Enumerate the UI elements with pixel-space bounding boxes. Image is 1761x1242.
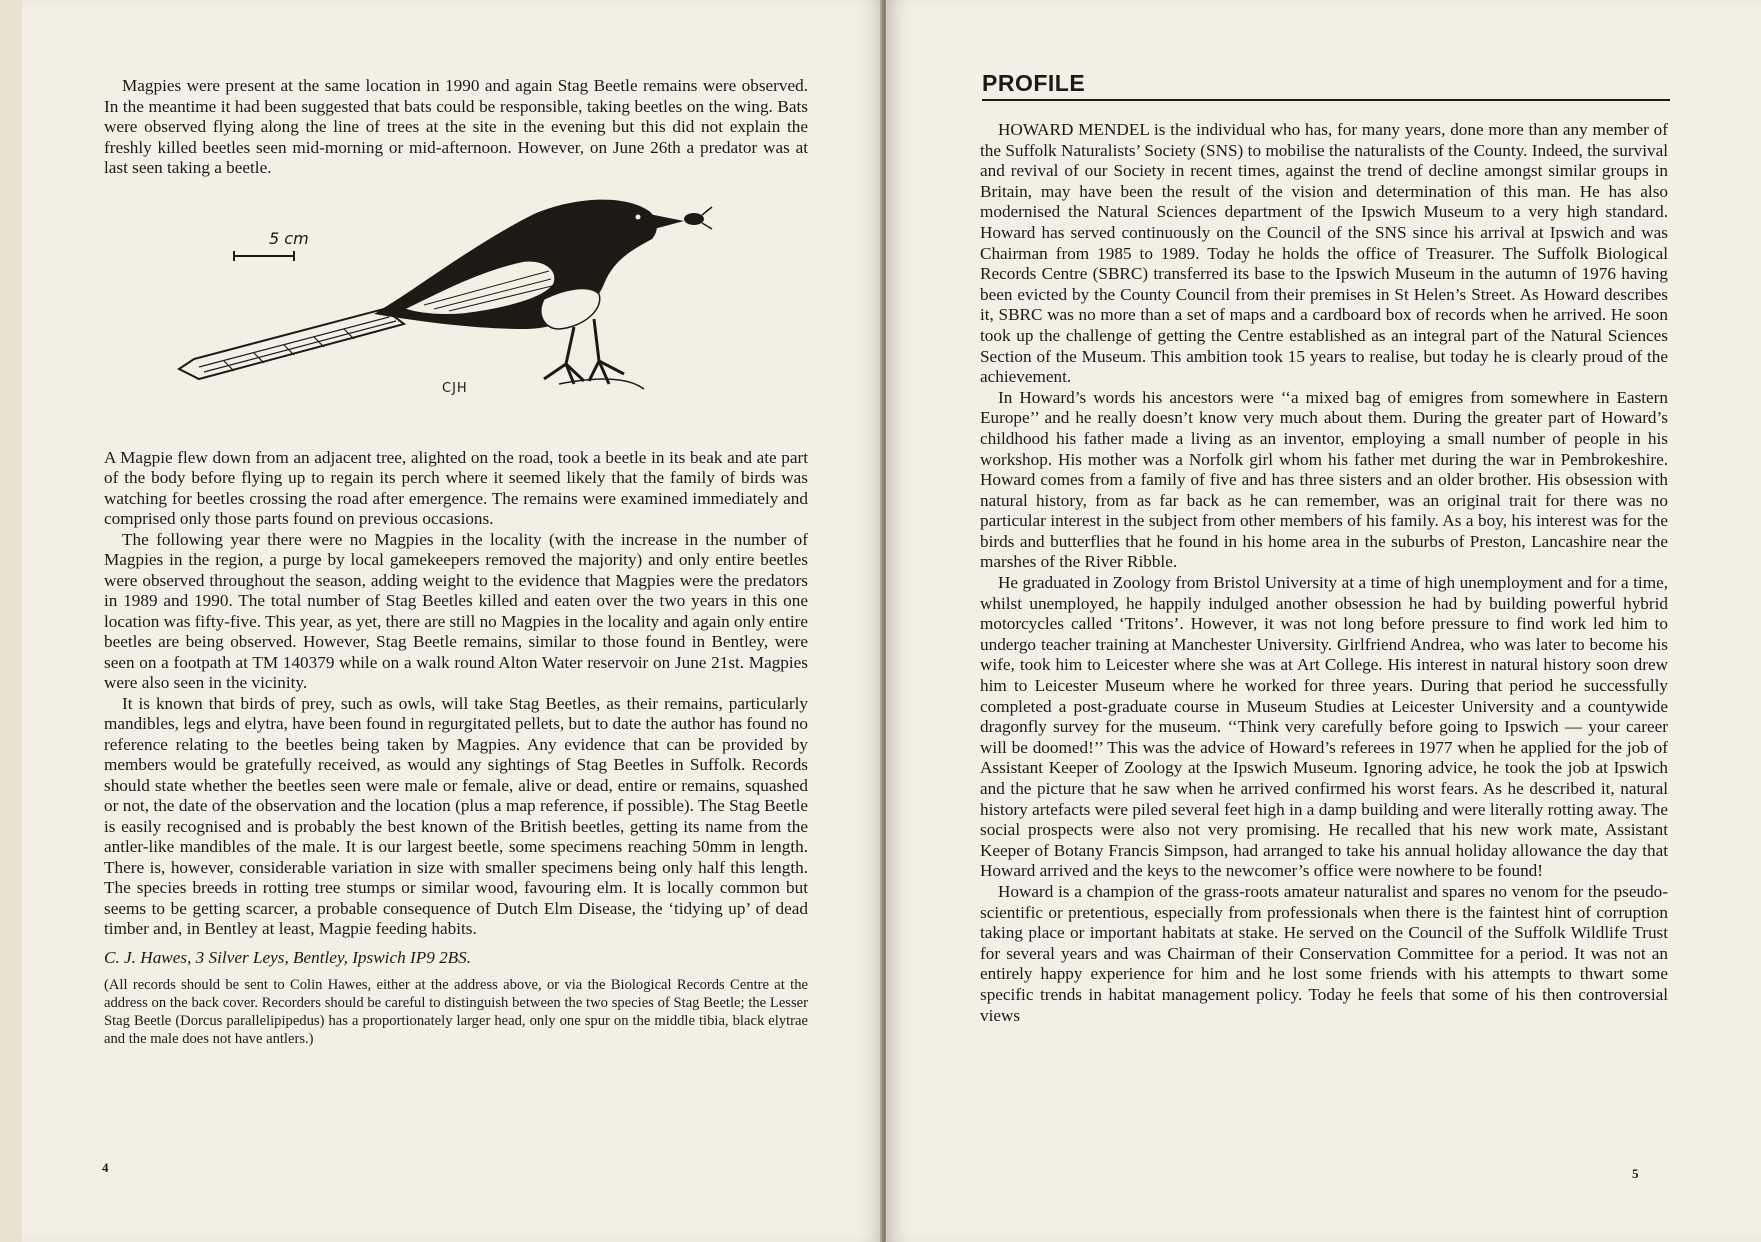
right-paragraph-2: In Howard’s words his ancestors were ‘‘a mixed bag of emigres from somewhere in Eastern Europe’’ and he really doesn’t know very much about them. During the greater part of Howard’s childhood his father made a living as an inventor, employing a small number of people in his workshop. His mother was a Norfolk girl whom his father met during the war in Pembrokeshire. Howard comes from a family of five and has three sisters and an older brother. His obsession with natural history, from as far back as he can remember, was an original trait for there was no particular interest in the subject from other members of his family. As a boy, his interest was for the birds and butterflies that he found in his home area in the suburbs of Preston, Lancashire near the marshes of the River Ribble. — [980, 387, 1668, 572]
scale-bar-label: 5 cm — [269, 228, 309, 248]
editor-note: (All records should be sent to Colin Hawes, either at the address above, or via the Biological Records Centre at the address on the back cover. Recorders should be careful to distinguish between the two species of Stag Beetle; the Lesser Stag Beetle (Dorcus parallelipipedus) has a proportionately larger head, only one spur on the middle tibia, black elytrae and the male does not have antlers.) — [104, 977, 808, 1047]
right-page — [886, 0, 1761, 1242]
left-paragraph-1: Magpies were present at the same location in 1990 and again Stag Beetle remains were observed. In the meantime it had been suggested that bats could be responsible, taking beetles on the wing. Bats were observed flying along the line of trees at the site in the evening but this did not explain the freshly killed beetles seen mid-morning or mid-afternoon. However, on June 26th a predator was at last seen taking a beetle. — [104, 76, 808, 177]
right-article-column — [980, 120, 1668, 1026]
left-paragraph-3: The following year there were no Magpies in the locality (with the increase in the number of Magpies in the region, a purge by local gamekeepers removed the majority) and only entire beetles were observed throughout the season, adding weight to the evidence that Magpies were the predators in 1989 and 1990. The total number of Stag Beetles killed and eaten over the two years in this one location was fifty-five. This year, as yet, there are still no Magpies in the locality and again only entire beetles are being observed. However, Stag Beetle remains, similar to those found in Bentley, were seen on a footpath at TM 140379 while on a walk round Alton Water reservoir on June 21st. Magpies were also seen in the vicinity. — [104, 529, 808, 692]
profile-heading: PROFILE — [982, 70, 1670, 101]
right-paragraph-4: Howard is a champion of the grass-roots amateur naturalist and spares no venom for the pseudo-scientific or pretentious, especially from professionals when there is the faintest hint of corruption taking place or important habitats at stake. He served on the Council of the Suffolk Wildlife Trust for several years and was Chairman of their Conservation Committee for a period. It was not an entirely happy experience for him and he lost some friends with his attempts to thwart some specific trends in habitat management policy. Today he feels that some of his then controversial views — [980, 881, 1668, 1025]
left-article-column — [104, 76, 808, 1048]
left-paragraph-4: It is known that birds of prey, such as owls, will take Stag Beetles, as their remains, particularly mandibles, legs and elytra, have been found in regurgitated pellets, but to date the author has found no reference relating to the beetles being taken by Magpies. Any evidence that can be provided by members would be gratefully received, as would any sightings of Stag Beetles in Suffolk. Records should state whether the beetles seen were male or female, alive or dead, entire or remains, squashed or not, the date of the observation and the location (plus a map reference, if possible). The Stag Beetle is easily recognised and is probably the best known of the British beetles, getting its name from the antler-like mandibles of the male. It is our largest beetle, some specimens reaching 50mm in length. There is, however, considerable variation in size with smaller specimens being only half this length. The species breeds in rotting tree stumps or similar wood, favouring elm. It is locally common but seems to be getting scarcer, a probable consequence of Dutch Elm Disease, the ‘tidying up’ of dead timber and, in Bentley at least, Magpie feeding habits. — [104, 693, 808, 938]
author-address: C. J. Hawes, 3 Silver Leys, Bentley, Ipswich IP9 2BS. — [104, 947, 472, 967]
left-paragraph-2: A Magpie flew down from an adjacent tree, alighted on the road, took a beetle in its beak and ate part of the body before flying up to regain its perch where it seemed likely that the family of birds was watching for beetles crossing the road after emergence. The remains were examined immediately and comprised only those parts found on previous occasions. — [104, 447, 808, 528]
right-paragraph-1: HOWARD MENDEL is the individual who has, for many years, done more than any member of the Suffolk Naturalists’ Society (SNS) to mobilise the naturalists of the County. Indeed, the survival and revival of our Society in recent times, against the trend of decline amongst similar groups in Britain, may have been the result of the vision and determination of this man. He has also modernised the Natural Sciences department of the Ipswich Museum to a very high standard. Howard has served continuously on the Council of the SNS since his arrival at Ipswich and was Chairman from 1985 to 1989. Today he holds the office of Treasurer. The Suffolk Biological Records Centre (SBRC) transferred its base to the Ipswich Museum in the autumn of 1976 having been evicted by the County Council from their premises in St Helen’s Street. As Howard describes it, SBRC was no more than a set of maps and a cardboard box of records when he arrived. He soon took up the challenge of getting the Centre established as an integral part of the Natural Sciences Section of the Museum. This ambition took 15 years to realise, but today he is clearly proud of the achievement. — [980, 120, 1668, 387]
page-number-left: 4 — [102, 1160, 109, 1175]
left-page — [22, 0, 884, 1242]
page-number-right: 5 — [1632, 1166, 1639, 1181]
right-paragraph-3: He graduated in Zoology from Bristol University at a time of high unemployment and for a time, whilst unemployed, he happily indulged another obsession he had by building powerful hybrid motorcycles called ‘Tritons’. However, it was not long before pressure to find work led him to undergo teacher training at Manchester University. Girlfriend Andrea, who was later to become his wife, took him to Leicester where she was at Art College. His interest in natural history soon drew him to Leicester Museum where he worked for three years. During that period he successfully completed a post-graduate course in Museum Studies at Leicester University and a countywide dragonfly survey for the museum. ‘‘Think very carefully before going to Ipswich — your career will be doomed!’’ This was the advice of Howard’s referees in 1977 when he applied for the job of Assistant Keeper of Zoology at the Ipswich Museum. Ignoring advice, he took the job at Ipswich and the picture that he saw when he arrived confirmed his worst fears. As he described it, natural history artefacts were piled several feet high in a damp building and were literally rotting away. The social prospects were also not very promising. He recalled that his new work mate, Assistant Keeper of Botany Francis Simpson, had arranged to take his annual holiday allowance the day that Howard arrived and the keys to the newcomer’s office were nowhere to be found! — [980, 573, 1668, 881]
magpie-illustration — [104, 189, 808, 434]
artist-initials: CJH — [442, 380, 468, 396]
